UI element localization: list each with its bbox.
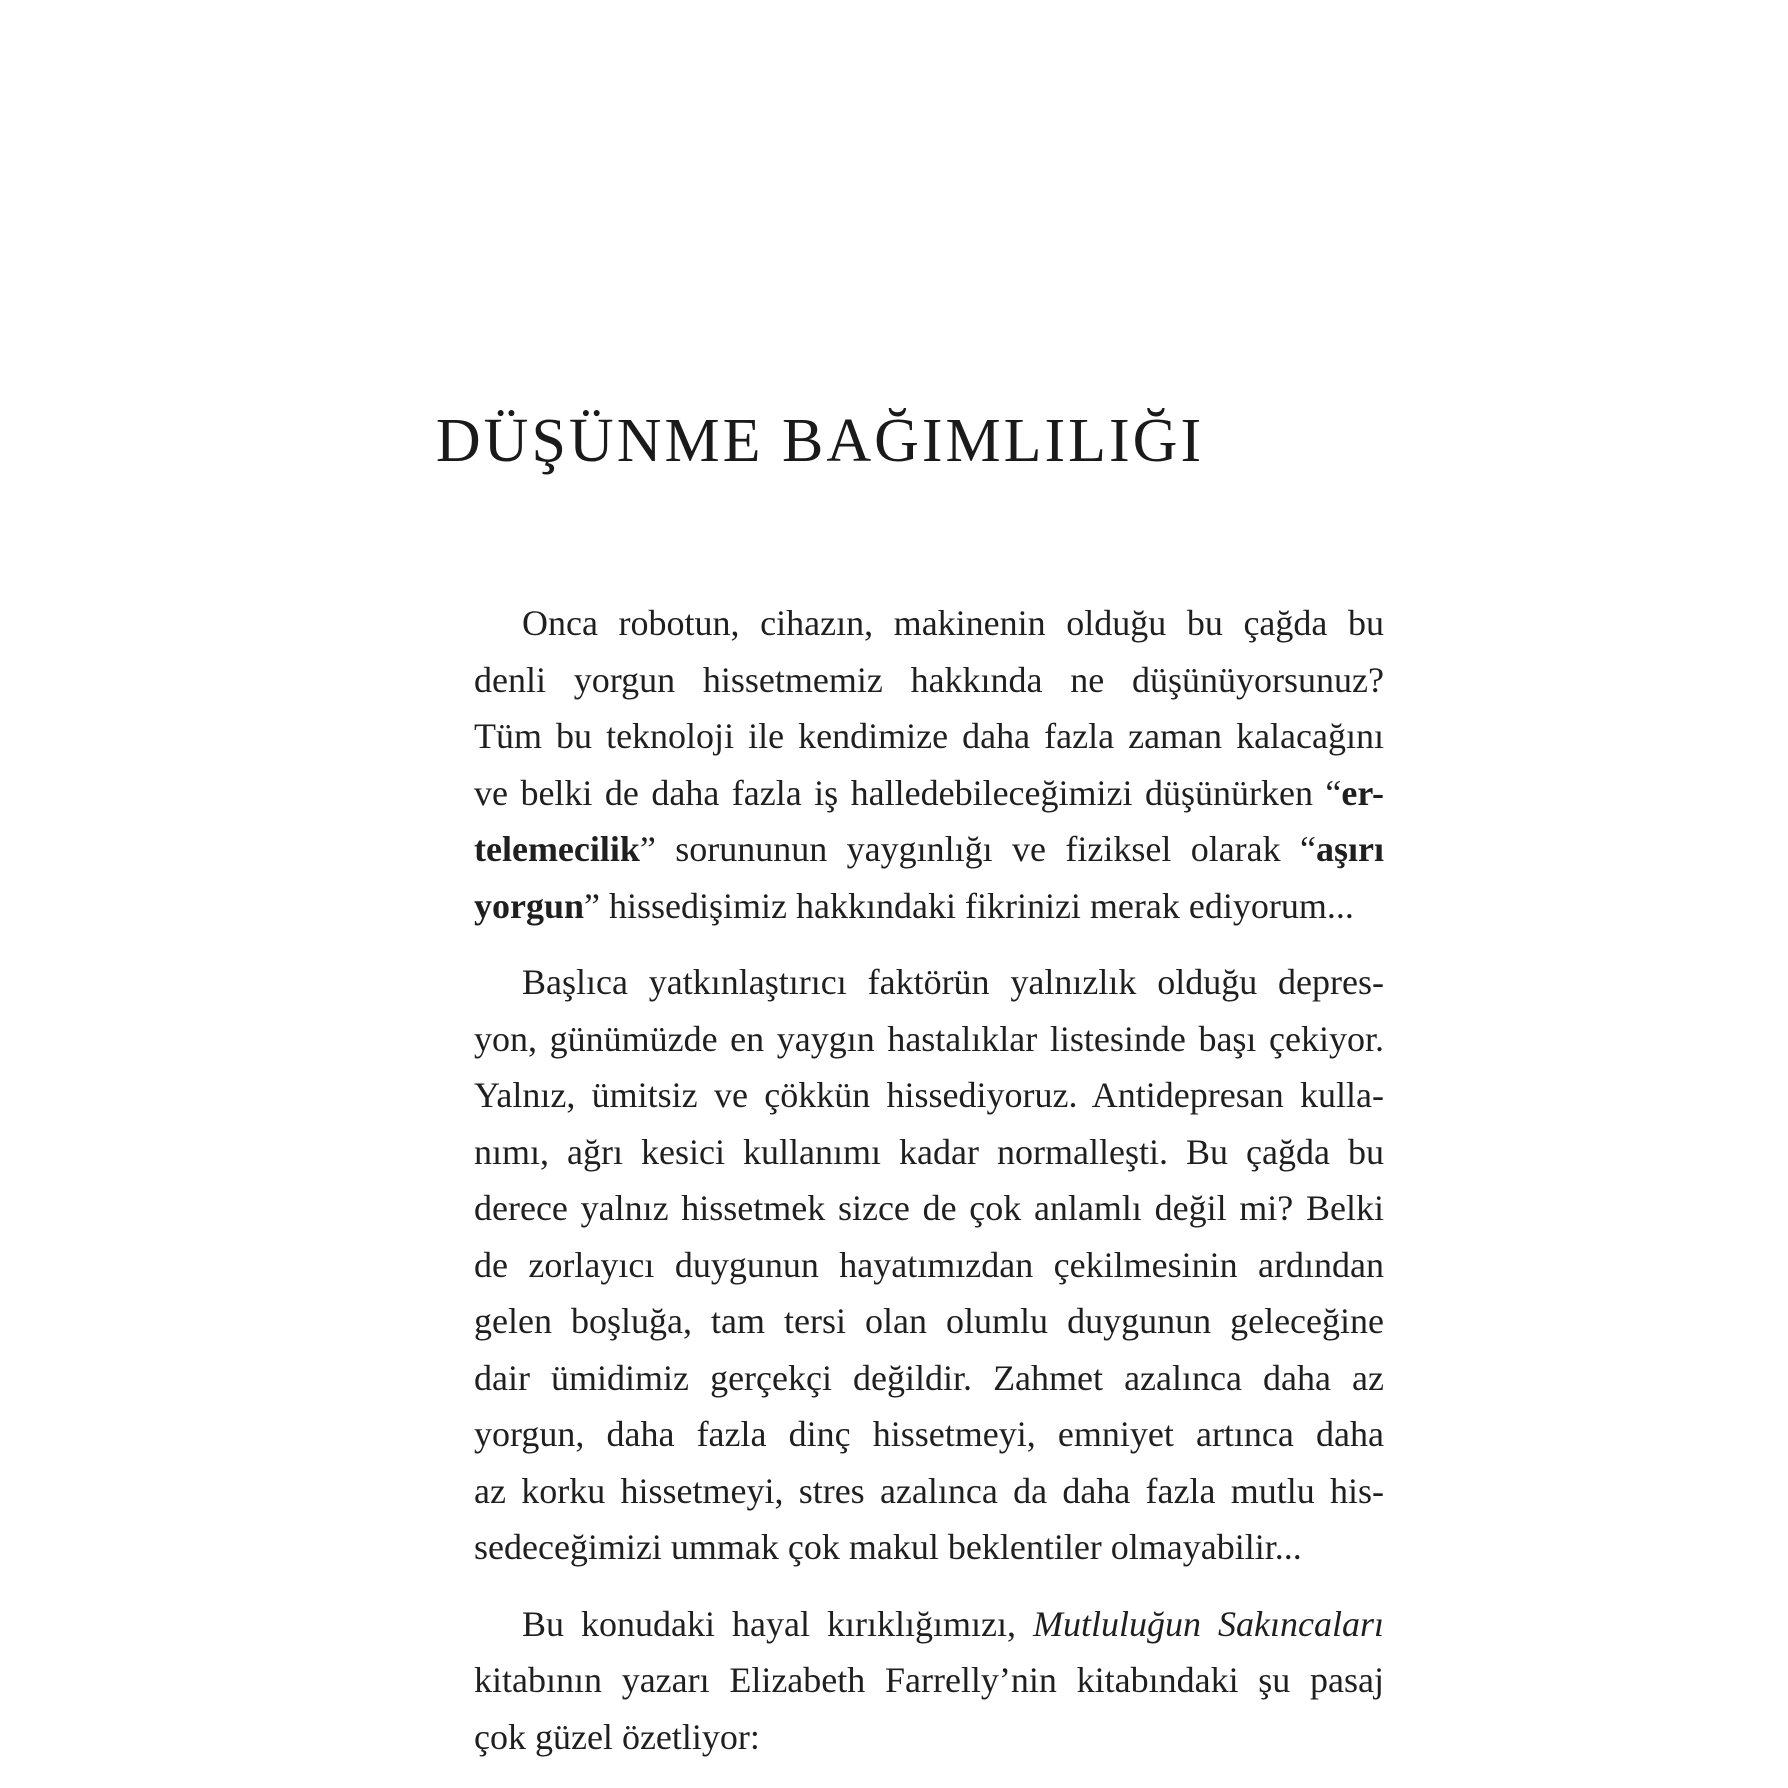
bold-term-ertelemecilik-part-2: telemecilik (474, 829, 640, 869)
paragraph-gap (474, 1576, 1384, 1596)
paragraph-3-line-2: kitabının yazarı Elizabeth Farrelly’nin kitabındaki şu pasaj (474, 1660, 1384, 1700)
paragraph-2-line-3: Yalnız, ümitsiz ve çökkün hissediyoruz. Antidepresan kulla- (474, 1075, 1384, 1115)
paragraph-2-line-10: az korku hissetmeyi, stres azalınca da daha fazla mutlu his- (474, 1470, 1384, 1511)
paragraph-2-line-7: gelen boşluğa, tam tersi olan olumlu duygunun geleceğine (474, 1301, 1384, 1341)
paragraph-3-line-1: Bu konudaki hayal kırıklığımızı, Mutluluğun Sakıncaları (522, 1603, 1385, 1644)
paragraph-1-line-5: telemecilik” sorununun yaygınlığı ve fiziksel olarak “aşırı (474, 829, 1384, 869)
chapter-body (474, 595, 1384, 1765)
paragraph-2-line-5: derece yalnız hissetmek sizce de çok anlamlı değil mi? Belki (474, 1188, 1384, 1228)
paragraph-1-line-3: Tüm bu teknoloji ile kendimize daha fazla zaman kalacağını (474, 716, 1384, 756)
paragraph-2-line-6: de zorlayıcı duygunun hayatımızdan çekilmesinin ardından (474, 1244, 1384, 1285)
paragraph-2-line-2: yon, günümüzde en yaygın hastalıklar listesinde başı çekiyor. (474, 1018, 1384, 1059)
chapter-title: DÜŞÜNME BAĞIMLILIĞI (435, 407, 1205, 475)
paragraph-1-line-6: yorgun” hissedişimiz hakkındaki fikrinizi merak ediyorum... (474, 885, 1354, 926)
paragraph-2-line-11: sedeceğimizi ummak çok makul beklentiler olmayabilir... (474, 1527, 1302, 1567)
paragraph-1-line-4: ve belki de daha fazla iş halledebileceğimizi düşünürken “er- (474, 772, 1384, 813)
paragraph-2-line-4: nımı, ağrı kesici kullanımı kadar normalleşti. Bu çağda bu (474, 1131, 1384, 1172)
paragraph-3-line-3: çok güzel özetliyor: (474, 1716, 760, 1757)
paragraph-1-line-1: Onca robotun, cihazın, makinenin olduğu bu çağda bu (522, 603, 1384, 643)
book-title-italic: Mutluluğun Sakıncaları (1033, 1603, 1385, 1644)
paragraph-1-line-2: denli yorgun hissetmemiz hakkında ne düşünüyorsunuz? (474, 659, 1384, 700)
bold-term-ertelemecilik-part-1: er- (1341, 772, 1384, 813)
bold-term-yorgun: yorgun (474, 885, 585, 926)
paragraph-2-line-8: dair ümidimiz gerçekçi değildir. Zahmet azalınca daha az (474, 1357, 1384, 1398)
paragraph-2-line-9: yorgun, daha fazla dinç hissetmeyi, emniyet artınca daha (474, 1414, 1384, 1454)
paragraph-gap (474, 934, 1384, 954)
paragraph-2-line-1: Başlıca yatkınlaştırıcı faktörün yalnızlık olduğu depres- (522, 962, 1384, 1002)
bold-term-asiri: aşırı (1316, 829, 1384, 869)
